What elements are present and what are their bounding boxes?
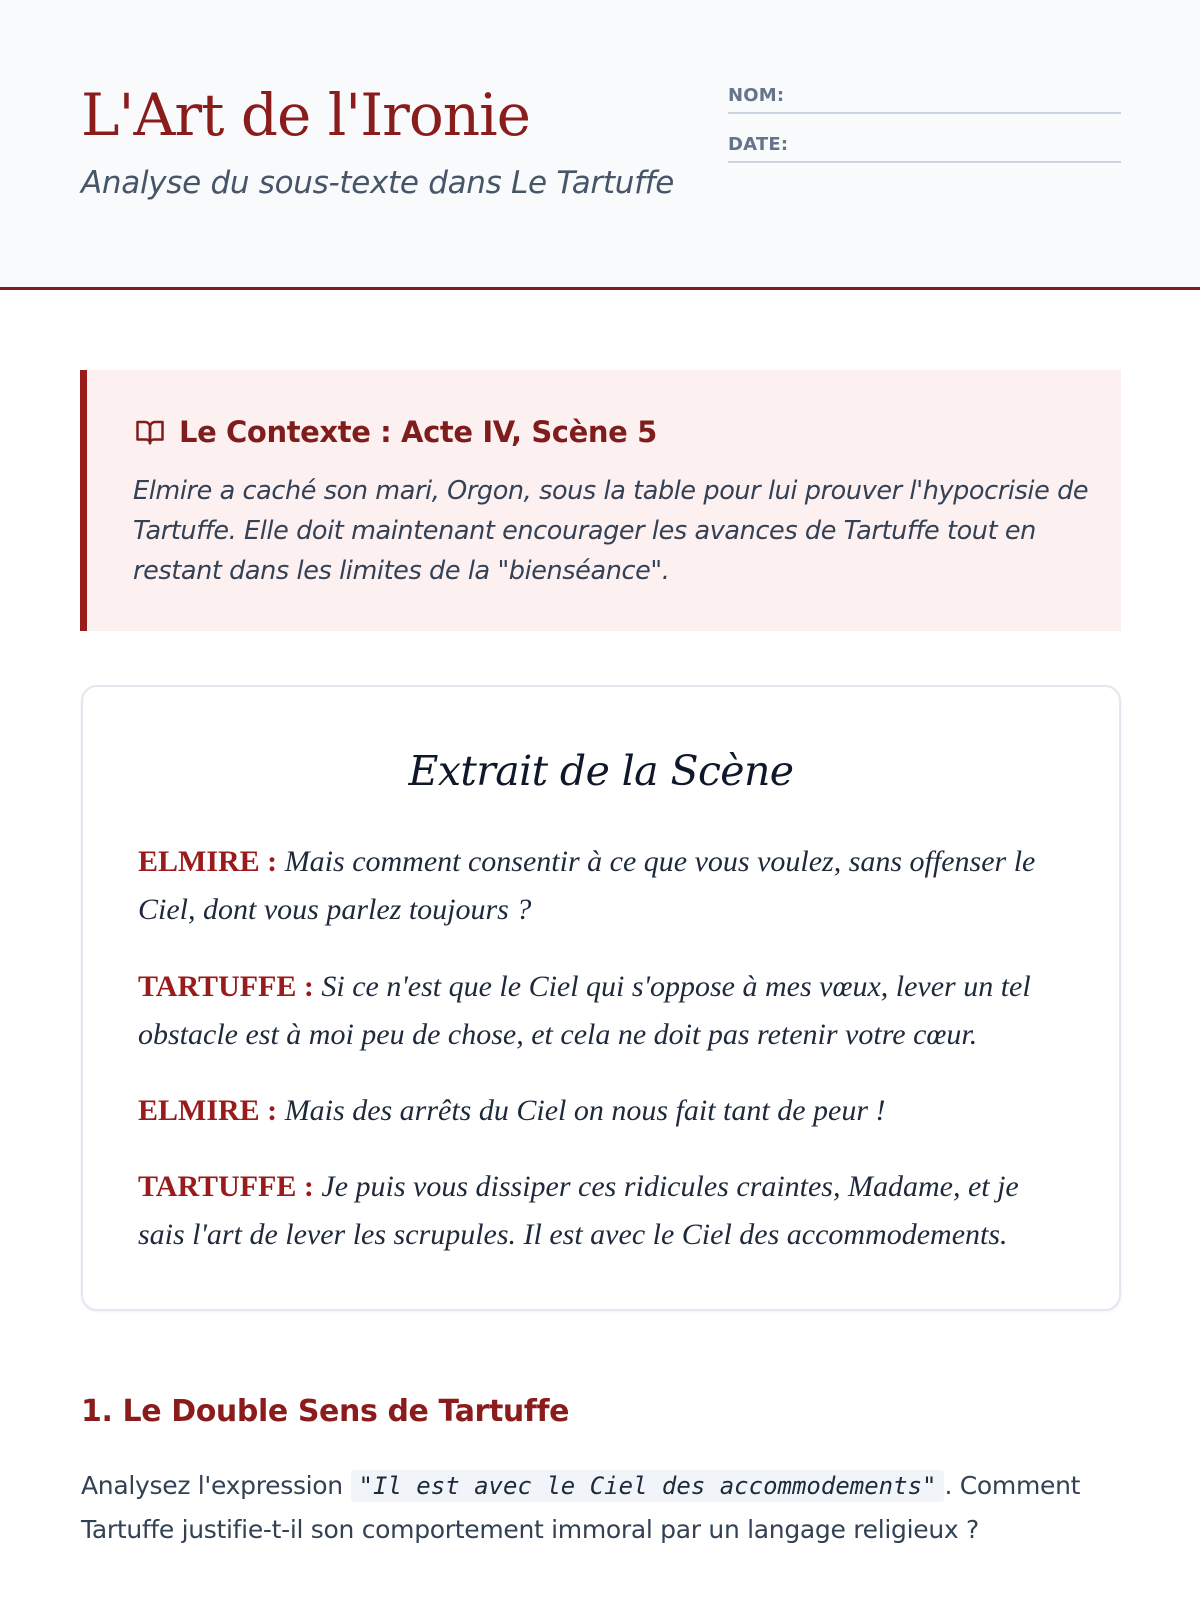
context-callout: [80, 370, 1121, 631]
context-heading: [133, 415, 657, 449]
book-open-icon: [133, 417, 167, 447]
speaker-name: ELMIRE :: [138, 1094, 278, 1127]
page-title: L'Art de l'Ironie: [81, 81, 530, 149]
dialogue-text: Mais comment consentir à ce que vous voulez, sans offenser le Ciel, dont vous parlez toujours ?: [138, 845, 1036, 926]
dialogue-text: Mais des arrêts du Ciel on nous fait tant de peur !: [284, 1094, 886, 1127]
dialogue-line: [138, 1087, 1068, 1135]
page-subtitle: Analyse du sous-texte dans Le Tartuffe: [81, 165, 675, 201]
speaker-name: TARTUFFE :: [138, 1170, 314, 1203]
name-field[interactable]: [728, 78, 1121, 114]
dialogue-text: Je puis vous dissiper ces ridicules craintes, Madame, et je sais l'art de lever les scrupules. Il est avec le Ciel des accommodements.: [138, 1170, 1019, 1251]
dialogue-line: [138, 963, 1068, 1059]
date-field[interactable]: [728, 127, 1121, 163]
question-lead: Analysez l'expression: [81, 1471, 351, 1500]
context-title: Le Contexte : Acte IV, Scène 5: [179, 415, 657, 449]
worksheet-header: [0, 0, 1200, 290]
quoted-expression: "Il est avec le Ciel des accommodements": [351, 1470, 945, 1502]
name-field-label: NOM:: [728, 85, 785, 106]
extract-title: Extrait de la Scène: [408, 747, 794, 795]
section-title: 1. Le Double Sens de Tartuffe: [81, 1394, 570, 1429]
speaker-name: ELMIRE :: [138, 845, 278, 878]
dialogue-text: Si ce n'est que le Ciel qui s'oppose à mes vœux, lever un tel obstacle est à moi peu de chose, et cela ne doit pas retenir votre cœur.: [138, 970, 1031, 1051]
date-field-label: DATE:: [728, 134, 789, 155]
question-text: [81, 1464, 1121, 1551]
dialogue-line: [138, 1163, 1068, 1259]
context-text: Elmire a caché son mari, Orgon, sous la table pour lui prouver l'hypocrisie de Tartuffe. Elle doit maintenant encourager les avances de Tartuffe tout en restant dans les limites de la "bienséance".: [133, 476, 1089, 586]
dialogue-line: [138, 838, 1068, 934]
question-tail: . Comment Tartuffe justifie-t-il son comportement immoral par un langage religieux ?: [81, 1471, 1081, 1544]
scene-extract-card: [81, 685, 1121, 1311]
speaker-name: TARTUFFE :: [138, 970, 314, 1003]
